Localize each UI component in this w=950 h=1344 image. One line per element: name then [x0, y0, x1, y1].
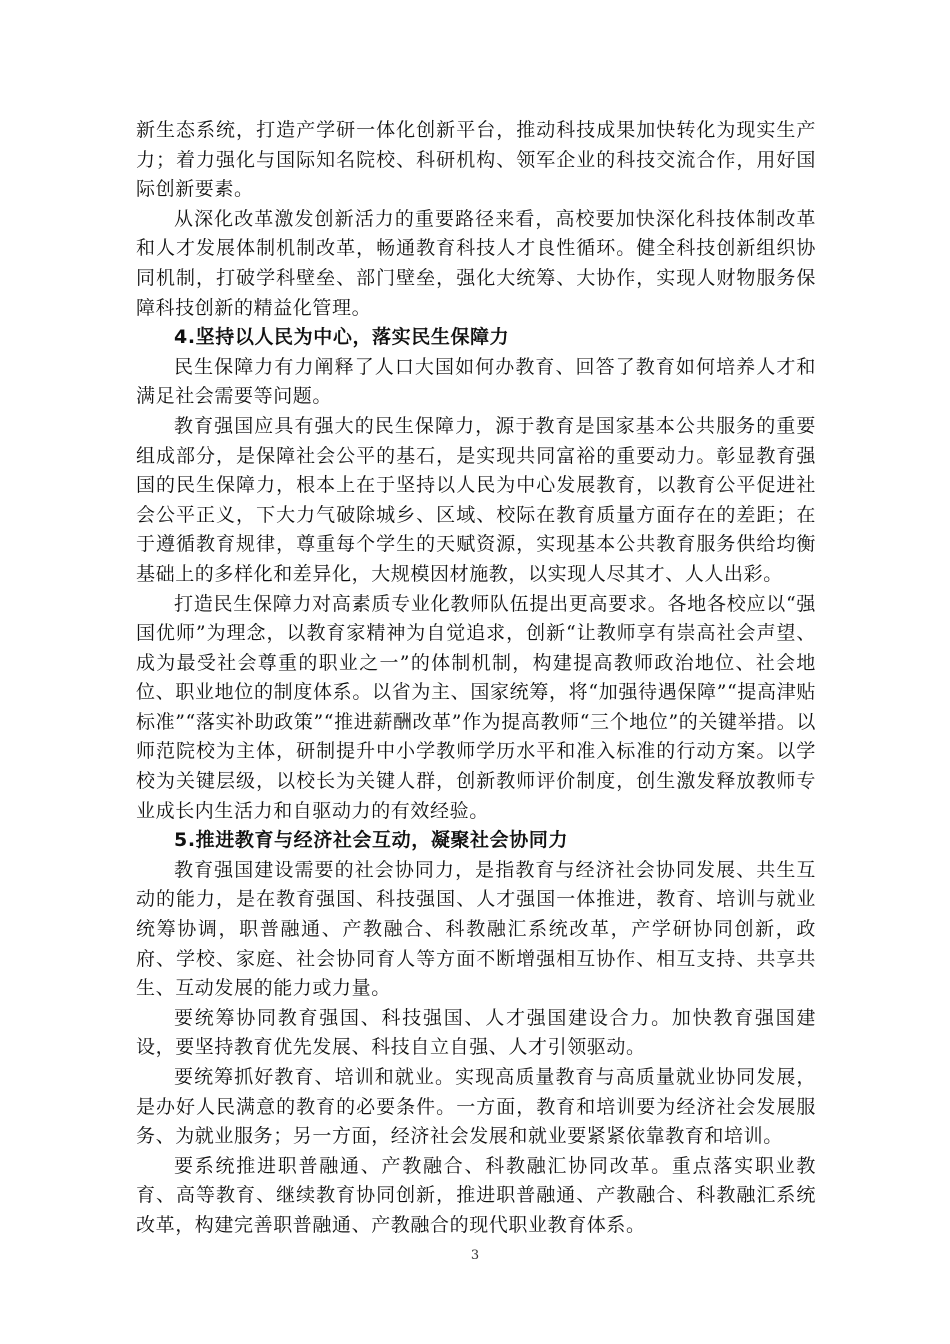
- paragraph-livelihood-intro: 民生保障力有力阐释了人口大国如何办教育、回答了教育如何培养人才和满足社会需要等问题。: [136, 355, 816, 408]
- page-number: 3: [470, 1248, 480, 1263]
- section-heading-5: 5.推进教育与经济社会互动，凝聚社会协同力: [174, 829, 569, 852]
- section-heading-4: 4.坚持以人民为中心，落实民生保障力: [174, 326, 510, 349]
- paragraph-education-employment: 要统筹抓好教育、培训和就业。实现高质量教育与高质量就业协同发展，是办好人民满意的教育的必要条件。一方面，教育和培训要为经济社会发展服务、为就业服务；另一方面，经济社会发展和就业要紧紧依靠教育和培训。: [136, 1066, 816, 1148]
- paragraph-livelihood-power: 教育强国应具有强大的民生保障力，源于教育是国家基本公共服务的重要组成部分，是保障社会公平的基石，是实现共同富裕的重要动力。彰显教育强国的民生保障力，根本上在于坚持以人民为中心发展教育，以教育公平促进社会公平正义，下大力气破除城乡、区域、校际在教育质量方面存在的差距；在于遵循教育规律，尊重每个学生的天赋资源，实现基本公共教育服务供给均衡基础上的多样化和差异化，大规模因材施教，以实现人尽其才、人人出彩。: [136, 414, 816, 585]
- paragraph-reform-path: 从深化改革激发创新活力的重要路径来看，高校要加快深化科技体制改革和人才发展体制机制改革，畅通教育科技人才良性循环。健全科技创新组织协同机制，打破学科壁垒、部门壁垒，强化大统筹、大协作，实现人财物服务保障科技创新的精益化管理。: [136, 207, 816, 319]
- paragraph-teacher-team: 打造民生保障力对高素质专业化教师队伍提出更高要求。各地各校应以“强国优师”为理念，以教育家精神为自觉追求，创新“让教师享有崇高社会声望、成为最受社会尊重的职业之一”的体制机制，构建提高教师政治地位、社会地位、职业地位的制度体系。以省为主、国家统筹，将“加强待遇保障”“提高津贴标准”“落实补助政策”“推进薪酬改革”作为提高教师“三个地位”的关键举措。以师范院校为主体，研制提升中小学教师学历水平和准入标准的行动方案。以学校为关键层级，以校长为关键人群，创新教师评价制度，创生激发释放教师专业成长内生活力和自驱动力的有效经验。: [136, 592, 816, 822]
- paragraph-integration-reform: 要系统推进职普融通、产教融合、科教融汇协同改革。重点落实职业教育、高等教育、继续教育协同创新，推进职普融通、产教融合、科教融汇系统改革，构建完善职普融通、产教融合的现代职业教育体系。: [136, 1154, 816, 1236]
- paragraph-coordinate-powers: 要统筹协同教育强国、科技强国、人才强国建设合力。加快教育强国建设，要坚持教育优先发展、科技自立自强、人才引领驱动。: [136, 1006, 816, 1059]
- document-body: [136, 116, 816, 1241]
- paragraph-innovation-ecosystem: 新生态系统，打造产学研一体化创新平台，推动科技成果加快转化为现实生产力；着力强化与国际知名院校、科研机构、领军企业的科技交流合作，用好国际创新要素。: [136, 119, 816, 201]
- paragraph-social-synergy: 教育强国建设需要的社会协同力，是指教育与经济社会协同发展、共生互动的能力，是在教育强国、科技强国、人才强国一体推进，教育、培训与就业统筹协调，职普融通、产教融合、科教融汇系统改革，产学研协同创新，政府、学校、家庭、社会协同育人等方面不断增强相互协作、相互支持、共享共生、互动发展的能力或力量。: [136, 858, 816, 1000]
